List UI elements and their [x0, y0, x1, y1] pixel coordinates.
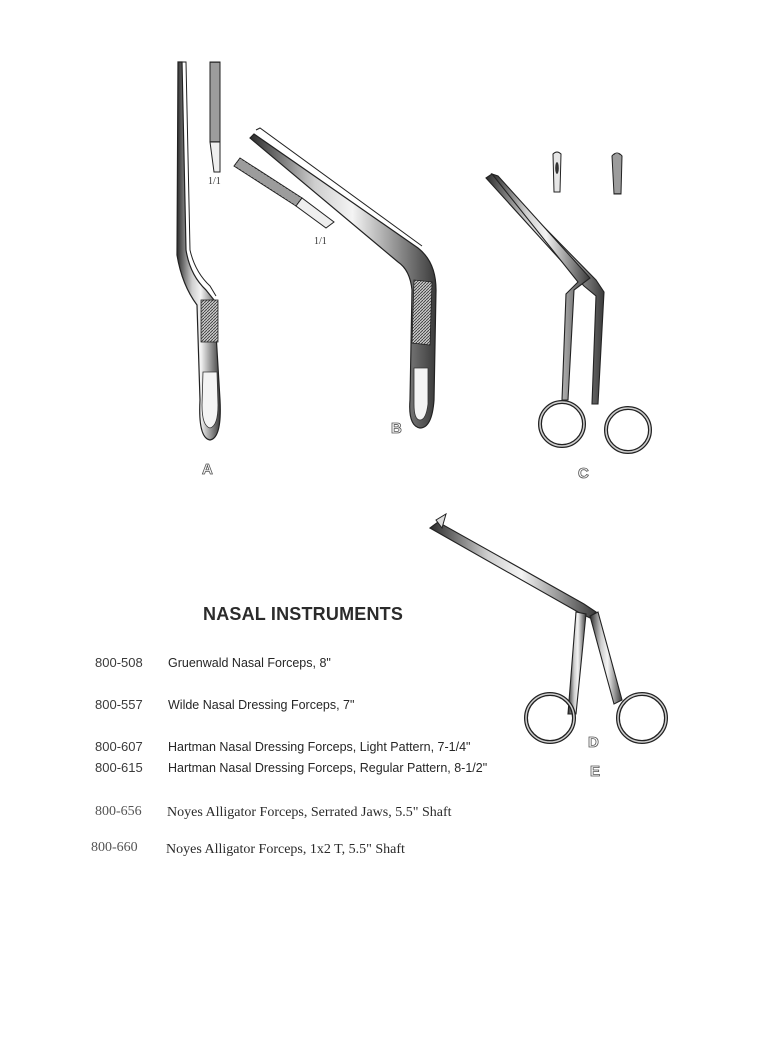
- figure-d-label: D: [588, 734, 599, 751]
- figure-b-scale-label: 1/1: [314, 236, 327, 247]
- instrument-a-illustration: [177, 62, 220, 440]
- item-description: Gruenwald Nasal Forceps, 8": [168, 656, 331, 670]
- item-code: 800-615: [95, 760, 143, 775]
- item-description: Noyes Alligator Forceps, Serrated Jaws, 5.5" Shaft: [167, 805, 452, 820]
- figure-c-label: C: [578, 465, 589, 482]
- page-title: NASAL INSTRUMENTS: [203, 604, 404, 624]
- instrument-d-illustration: [430, 514, 666, 742]
- item-code: 800-607: [95, 739, 143, 754]
- figure-a-label: A: [202, 461, 213, 478]
- item-description: Noyes Alligator Forceps, 1x2 T, 5.5" Shaft: [166, 842, 405, 857]
- instrument-b-illustration: [234, 128, 436, 428]
- item-code: 800-508: [95, 655, 143, 670]
- figure-e-label: E: [590, 763, 601, 780]
- figure-a-scale-label: 1/1: [208, 176, 221, 187]
- item-code: 800-660: [91, 840, 138, 855]
- item-description: Hartman Nasal Dressing Forceps, Regular Pattern, 8-1/2": [168, 761, 488, 775]
- item-code: 800-557: [95, 697, 143, 712]
- item-description: Wilde Nasal Dressing Forceps, 7": [168, 698, 355, 712]
- instrument-c-illustration: [486, 152, 650, 452]
- item-description: Hartman Nasal Dressing Forceps, Light Pattern, 7-1/4": [168, 740, 471, 754]
- item-code: 800-656: [95, 804, 142, 819]
- figure-b-label: B: [391, 420, 402, 437]
